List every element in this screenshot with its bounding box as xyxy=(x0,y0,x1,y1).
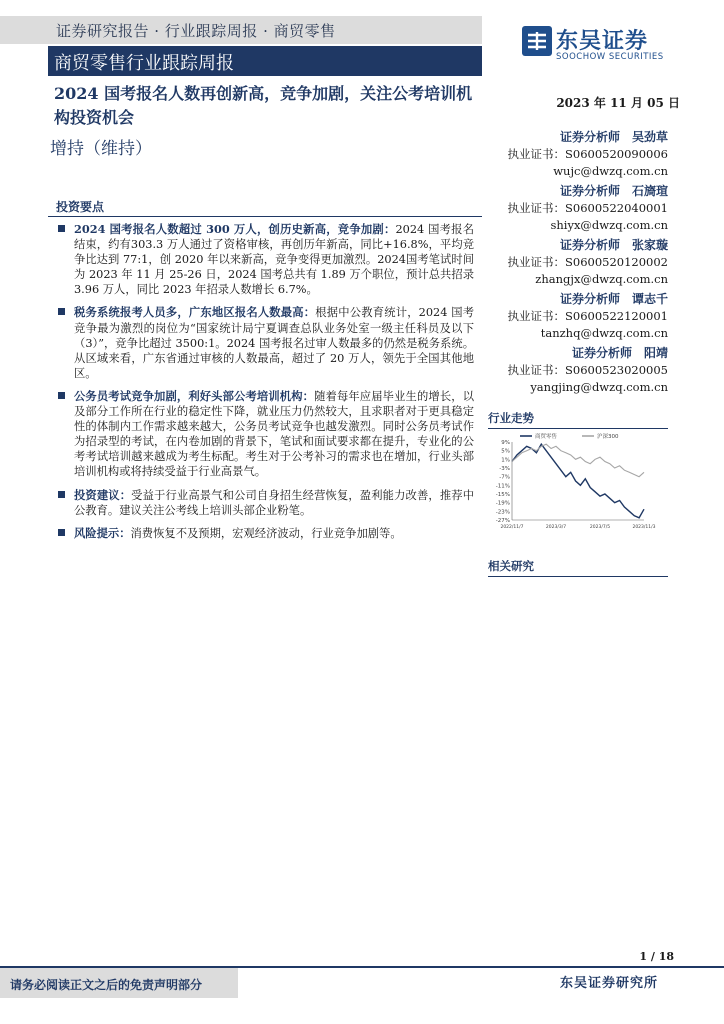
analyst-role: 证券分析师 xyxy=(559,130,620,144)
bullet-square-icon xyxy=(58,308,65,315)
analyst-entry xyxy=(492,129,668,180)
series-line-1 xyxy=(512,444,644,518)
analyst-email[interactable]: zhangjx@dwzq.com.cn xyxy=(535,272,668,286)
company-logo xyxy=(522,26,682,66)
key-point xyxy=(58,488,474,518)
key-points-list xyxy=(58,222,474,549)
key-point-heading: 税务系统报考人员多，广东地区报名人数最高： xyxy=(74,305,316,320)
x-tick-label: 2023/3/7 xyxy=(545,525,567,530)
key-point xyxy=(58,305,474,380)
bullet-square-icon xyxy=(58,491,65,498)
key-points-title: 投资要点 xyxy=(56,200,105,214)
key-point-text: 消费恢复不及预期，宏观经济波动，行业竞争加剧等。 xyxy=(130,526,402,540)
divider xyxy=(488,576,668,577)
y-tick-label: -27% xyxy=(495,518,510,524)
legend-label: 沪深300 xyxy=(597,434,619,440)
key-point xyxy=(58,389,474,480)
analyst-entry xyxy=(492,291,668,342)
analyst-email[interactable]: tanzhq@dwzq.com.cn xyxy=(540,326,668,340)
key-point-heading: 投资建议： xyxy=(74,487,132,502)
x-tick-label: 2022/11/7 xyxy=(500,525,524,530)
analyst-entry xyxy=(492,345,668,396)
related-research-title: 相关研究 xyxy=(488,559,534,573)
key-point-text: 2024 国考报名结束，约有303.3 万人通过了资格审核，再创历年新高，同比+16.8%，平均竞争比达到 77:1，创 2020 年以来新高，竞争变得更加激烈。2024国考笔试时间为 2023 年 11 月 25-26 日，2024 国考总共有 1.89 万个职位，预计总共招录 3.96 万人，同比 2023 年招录人数增长 6.7%。 xyxy=(74,223,474,297)
investment-rating: 增持（维持） xyxy=(50,139,152,159)
analyst-email[interactable]: yangjing@dwzq.com.cn xyxy=(530,380,668,394)
y-tick-label: 5% xyxy=(501,448,510,455)
analyst-cert: 执业证书：S0600522040001 xyxy=(507,201,668,215)
key-point-text: 根据中公教育统计，2024 国考竞争最为激烈的岗位为“国家统计局宁夏调查总队业务处室一级主任科员及以下（3）”，竞争比超过 3500:1。2024 国考报名过审人数最多的仍然是税务系统。从区域来看，广东省通过审核的人数最高，超过了 20 万人，领先于全国其他地区。 xyxy=(74,306,474,380)
key-point-heading: 风险提示： xyxy=(74,525,131,540)
report-date: 2023 年 11 月 05 日 xyxy=(556,96,680,110)
page-title: 商贸零售行业跟踪周报 xyxy=(54,53,234,74)
bullet-square-icon xyxy=(58,392,65,399)
bullet-square-icon xyxy=(58,529,65,536)
industry-trend-chart xyxy=(486,430,662,534)
analyst-cert: 执业证书：S0600520090006 xyxy=(507,147,668,161)
trend-title: 行业走势 xyxy=(488,411,534,425)
analyst-role: 证券分析师 xyxy=(571,346,632,360)
y-tick-label: -19% xyxy=(495,500,510,507)
analyst-role: 证券分析师 xyxy=(559,238,620,252)
divider xyxy=(48,216,482,217)
institute-name: 东吴证券研究所 xyxy=(560,976,659,991)
y-tick-label: -11% xyxy=(495,483,510,490)
key-point-text: 随着每年应届毕业生的增长，以及部分工作所在行业的稳定性下降，就业压力仍然较大，且求职者对于更具稳定性的体制内工作需求越来越大，公务员考试竞争也越发激烈。同时公务员考试作为招录型的考试，在内卷加剧的背景下，笔试和面试要求都在提升，专业化的公考考试培训越来越成为考生标配。考生对于公考补习的需求也在增加，行业头部培训机构或将持续受益于行业高景气。 xyxy=(74,389,474,479)
analyst-cert: 执业证书：S0600523020005 xyxy=(507,363,668,377)
key-point xyxy=(58,222,474,297)
analyst-name: 阳靖 xyxy=(643,346,668,360)
y-tick-label: 9% xyxy=(501,440,510,446)
key-point xyxy=(58,526,474,541)
analyst-email[interactable]: wujc@dwzq.com.cn xyxy=(553,164,668,178)
logo-mark-icon xyxy=(522,26,552,56)
y-tick-label: -23% xyxy=(495,509,510,516)
analyst-entry xyxy=(492,237,668,288)
analyst-role: 证券分析师 xyxy=(559,292,620,306)
report-headline: 2024 国考报名人数再创新高，竞争加剧，关注公考培训机构投资机会 xyxy=(54,84,473,127)
divider xyxy=(488,428,668,429)
key-point-heading: 公务员考试竞争加剧，利好头部公考培训机构： xyxy=(74,388,315,403)
analyst-name: 张家璇 xyxy=(631,238,668,252)
key-point-text: 受益于行业高景气和公司自身招生经营恢复，盈利能力改善，推荐中公教育。建议关注公考线上培训头部企业粉笔。 xyxy=(74,488,474,517)
analyst-name: 吴劲草 xyxy=(631,130,668,144)
legend-label: 商贸零售 xyxy=(535,434,558,440)
analyst-role: 证券分析师 xyxy=(559,184,620,198)
key-point-heading: 2024 国考报名人数超过 300 万人，创历史新高，竞争加剧： xyxy=(74,222,396,236)
analyst-cert: 执业证书：S0600522120001 xyxy=(507,309,668,323)
y-tick-label: -7% xyxy=(499,474,510,481)
analyst-cert: 执业证书：S0600520120002 xyxy=(507,255,668,269)
disclaimer-note: 请务必阅读正文之后的免责声明部分 xyxy=(10,978,203,992)
x-tick-label: 2023/11/3 xyxy=(632,525,656,530)
analyst-name: 石旖瑄 xyxy=(631,184,668,198)
analyst-entry xyxy=(492,183,668,234)
analyst-email[interactable]: shiyx@dwzq.com.cn xyxy=(550,218,668,232)
y-tick-label: -3% xyxy=(499,466,510,472)
bullet-square-icon xyxy=(58,225,65,232)
x-tick-label: 2023/7/5 xyxy=(589,525,611,530)
y-tick-label: 1% xyxy=(501,457,510,464)
page-number: 1 / 18 xyxy=(639,950,674,963)
series-line-2 xyxy=(512,444,644,477)
y-tick-label: -15% xyxy=(495,492,510,498)
breadcrumb: 证券研究报告 · 行业跟踪周报 · 商贸零售 xyxy=(56,22,336,40)
logo-name-en: SOOCHOW SECURITIES xyxy=(556,52,664,62)
analyst-name: 谭志千 xyxy=(631,292,668,306)
logo-name-cn: 东吴证券 xyxy=(556,29,649,54)
analyst-list xyxy=(492,126,668,397)
